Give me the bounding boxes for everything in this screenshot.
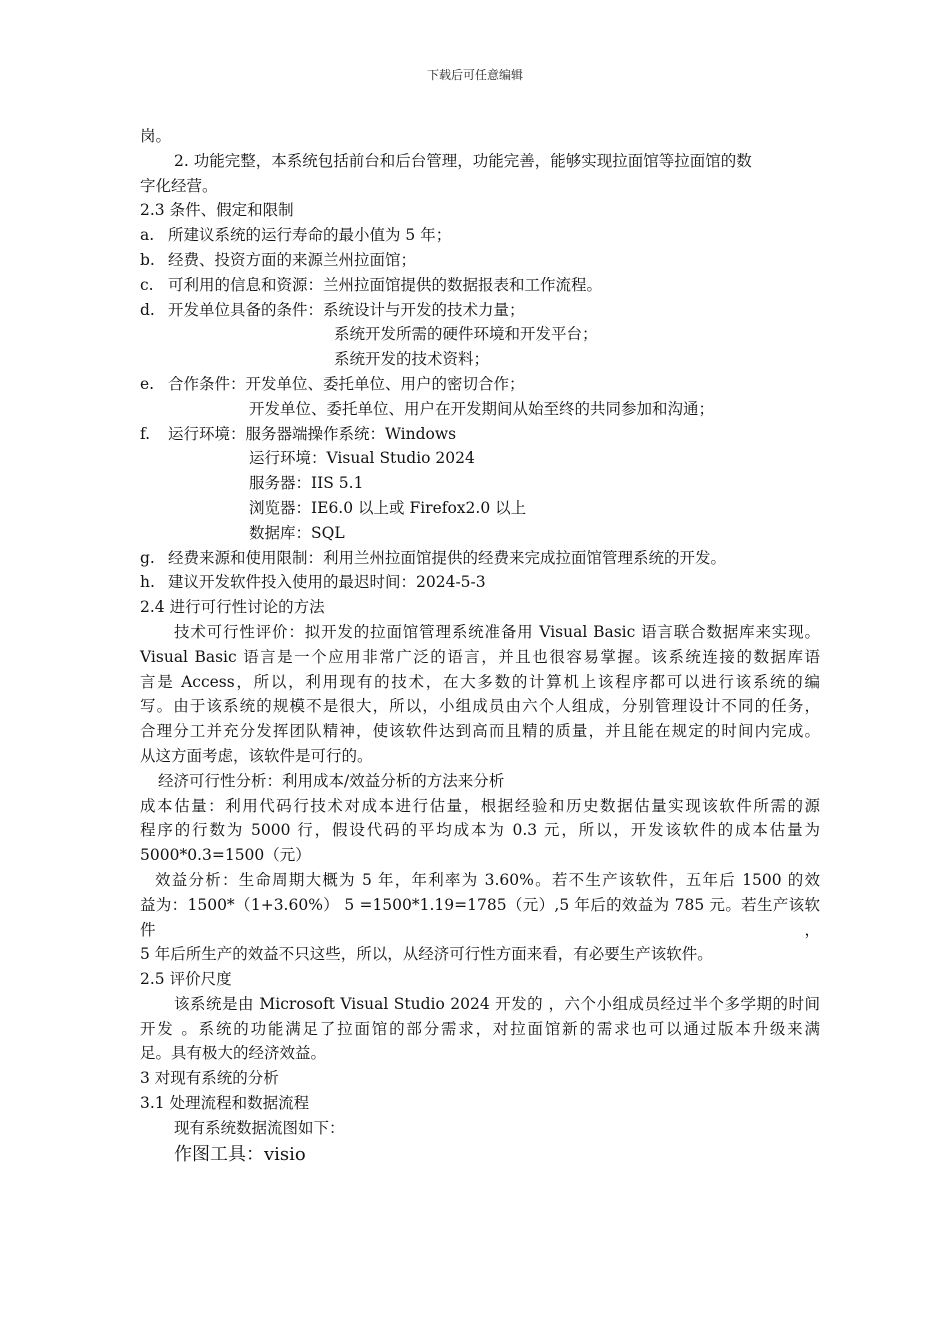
list-item-f-cont: 数据库：SQL (249, 523, 345, 542)
tech-feasibility-line: 合理分工并充分发挥团队精神，使该软件达到高而且精的质量，并且能在规定的时间内完成。 (140, 722, 820, 741)
list-item-h (140, 570, 820, 595)
list-item-f-cont: 服务器：IIS 5.1 (249, 474, 364, 493)
list-item-d-cont: 系统开发所需的硬件环境和开发平台； (334, 325, 598, 344)
benefit-line: 5 年后所生产的效益不只这些，所以，从经济可行性方面来看，有必要生产该软件。 (140, 945, 713, 964)
list-text: 建议开发软件投入使用的最迟时间：2024-5-3 (168, 573, 486, 592)
list-marker: g. (140, 548, 155, 567)
evaluation-line: 该系统是由 Microsoft Visual Studio 2024 开发的 ，六个小组成员经过半个多学期的时间 (174, 994, 820, 1013)
list-item-e-cont: 开发单位、委托单位、用户在开发期间从始至终的共同参加和沟通； (249, 399, 715, 418)
list-item-g (140, 546, 820, 571)
list-item-f-cont: 浏览器：IE6.0 以上或 Firefox2.0 以上 (249, 498, 527, 517)
benefit-line: 益为：1500*（1+3.60%） 5 =1500*1.19=1785（元）,5 年后的效益为 785 元。若生产该软件， (140, 895, 820, 939)
list-item-d (140, 298, 820, 323)
document-body (140, 124, 820, 1169)
tech-feasibility-line: Visual Basic 语言是一个应用非常广泛的语言，并且也很容易掌握。该系统连接的数据库语 (140, 647, 820, 666)
list-marker: b. (140, 250, 155, 269)
list-marker: f. (140, 424, 151, 443)
evaluation-line: 开发 。系统的功能满足了拉面馆的部分需求，对拉面馆新的需求也可以通过版本升级来满 (140, 1019, 820, 1038)
section-heading-2-4: 2.4 进行可行性讨论的方法 (140, 598, 325, 617)
section-heading-3: 3 对现有系统的分析 (140, 1069, 279, 1088)
section-heading-3-1: 3.1 处理流程和数据流程 (140, 1094, 310, 1113)
benefit-line: 效益分析：生命周期大概为 5 年，年利率为 3.60%。若不生产该软件，五年后 1500 的效 (155, 870, 820, 889)
list-text: 所建议系统的运行寿命的最小值为 5 年； (168, 226, 452, 245)
list-text: 运行环境：服务器端操作系统：Windows (168, 424, 457, 443)
list-marker: c. (140, 275, 154, 294)
cost-estimate-line: 5000*0.3=1500（元） (140, 846, 311, 865)
drawing-tool: 作图工具：visio (174, 1143, 306, 1165)
section-heading-2-5: 2.5 评价尺度 (140, 970, 232, 989)
list-item-c (140, 273, 820, 298)
tech-feasibility-line: 写。由于该系统的规模不是很大，所以，小组成员由六个人组成，分别管理设计不同的任务， (140, 697, 820, 716)
list-item-b (140, 248, 820, 273)
paragraph-item-2: 2. 功能完整，本系统包括前台和后台管理，功能完善，能够实现拉面馆等拉面馆的数 (174, 151, 752, 170)
list-text: 经费、投资方面的来源兰州拉面馆； (168, 250, 417, 269)
cost-estimate-line: 程序的行数为 5000 行，假设代码的平均成本为 0.3 元，所以，开发该软件的成本估量为 (140, 821, 820, 840)
cost-estimate-line: 成本估量：利用代码行技术对成本进行估量，根据经验和历史数据估量实现该软件所需的源 (140, 796, 820, 815)
page-header: 下载后可任意编辑 (426, 68, 523, 82)
list-text: 可利用的信息和资源：兰州拉面馆提供的数据报表和工作流程。 (168, 275, 603, 294)
econ-feasibility-heading: 经济可行性分析：利用成本/效益分析的方法来分析 (158, 771, 505, 790)
dfd-intro: 现有系统数据流图如下： (174, 1118, 345, 1137)
list-marker: d. (140, 300, 155, 319)
list-marker: a. (140, 226, 155, 245)
list-item-a (140, 223, 820, 248)
list-item-f-cont: 运行环境：Visual Studio 2024 (249, 449, 475, 468)
list-text: 经费来源和使用限制：利用兰州拉面馆提供的经费来完成拉面馆管理系统的开发。 (168, 548, 727, 567)
list-text: 合作条件：开发单位、委托单位、用户的密切合作； (168, 374, 525, 393)
tech-feasibility-line: 言是 Access，所以，利用现有的技术，在大多数的计算机上该程序都可以进行该系统的编 (140, 672, 820, 691)
section-heading-2-3: 2.3 条件、假定和限制 (140, 201, 294, 220)
tech-feasibility-line: 从这方面考虑，该软件是可行的。 (140, 746, 373, 765)
tech-feasibility-line: 技术可行性评价：拟开发的拉面馆管理系统准备用 Visual Basic 语言联合数据库来实现。 (174, 622, 820, 641)
evaluation-line: 足。具有极大的经济效益。 (140, 1044, 327, 1063)
paragraph-fragment: 岗。 (140, 127, 172, 145)
list-item-e (140, 372, 820, 397)
paragraph-item-2-cont: 字化经营。 (140, 176, 218, 195)
list-marker: e. (140, 374, 155, 393)
list-item-d-cont: 系统开发的技术资料； (334, 350, 490, 369)
list-text: 开发单位具备的条件：系统设计与开发的技术力量； (168, 300, 525, 319)
list-marker: h. (140, 573, 155, 592)
list-item-f (140, 422, 820, 447)
